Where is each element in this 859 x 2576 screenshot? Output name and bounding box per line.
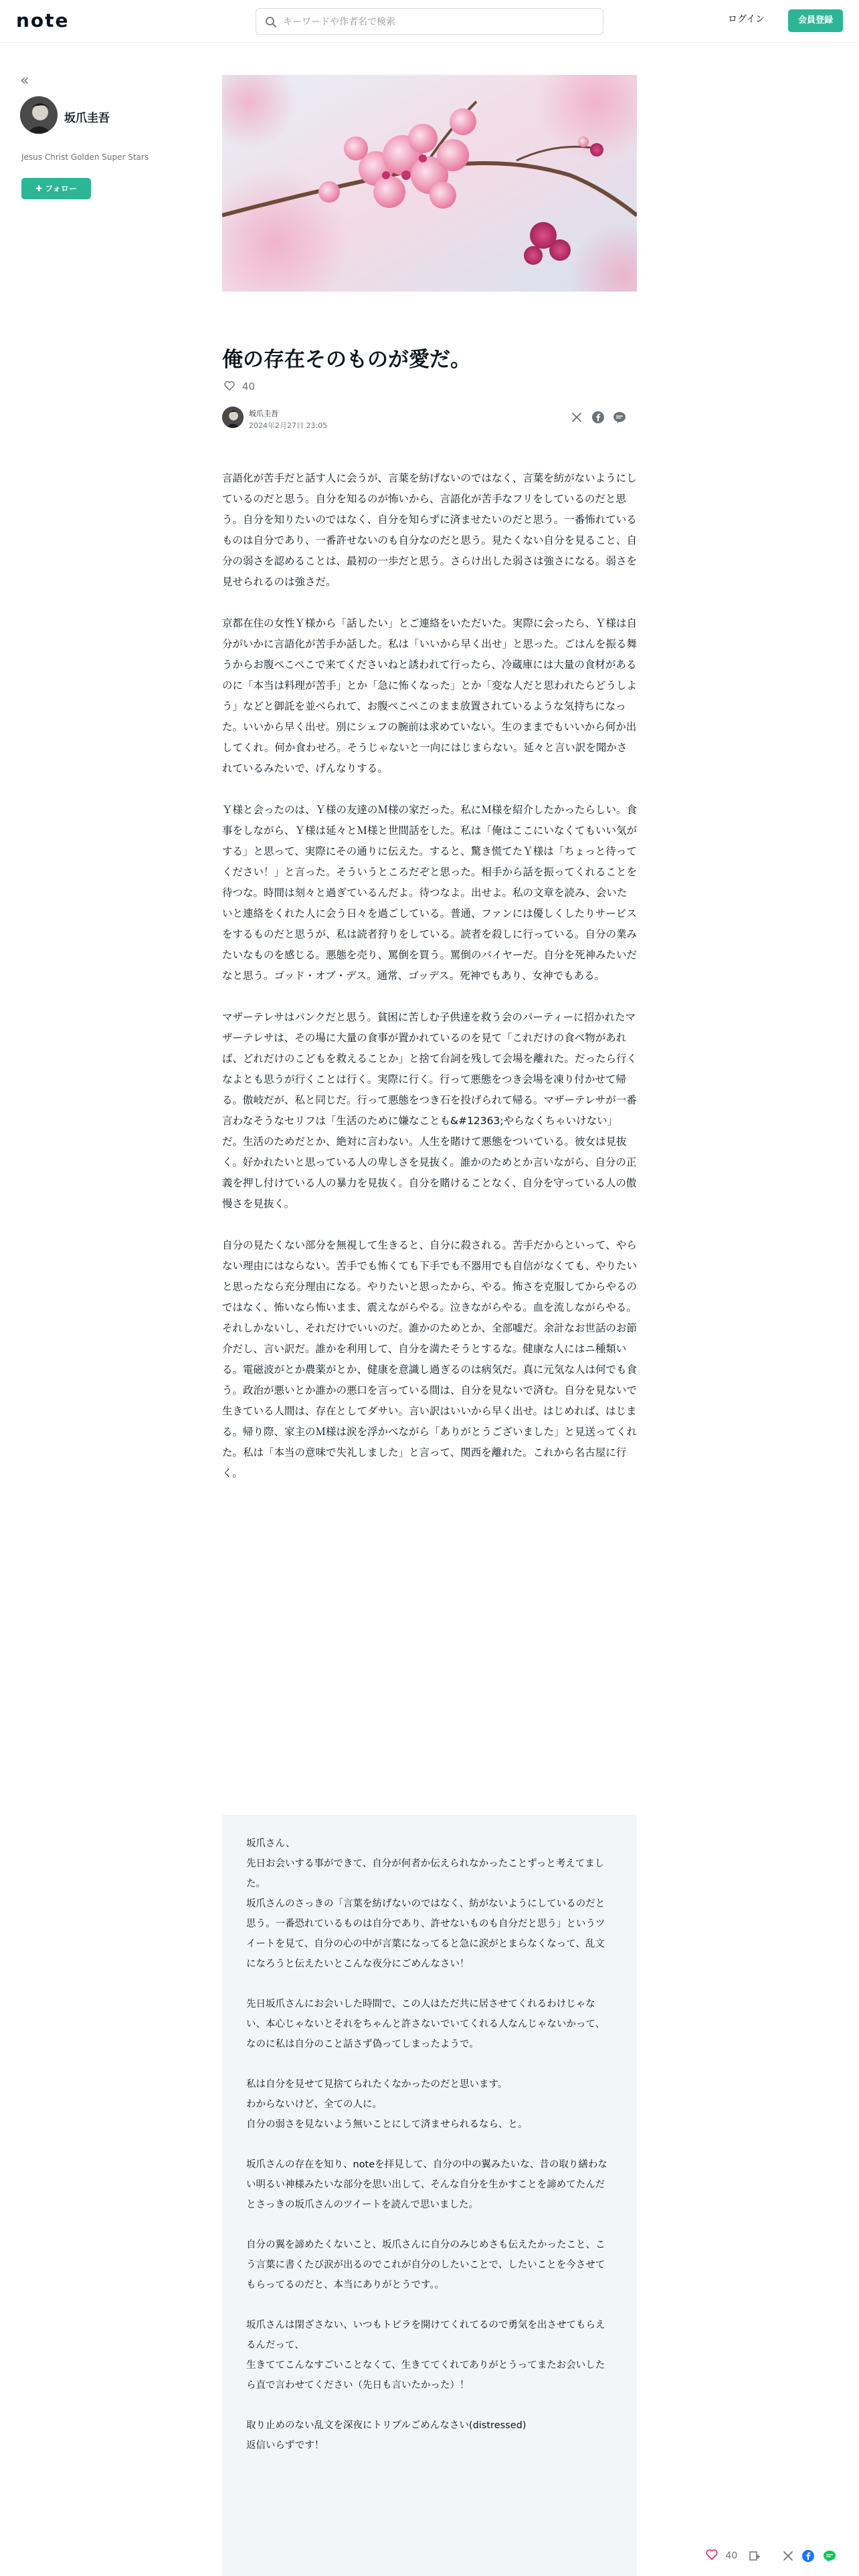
quote-paragraph: 自分の翼を諦めたくないこと、坂爪さんに自分のみじめさも伝えたかったこと、こう言葉に書くたび涙が出るのでこれが自分のしたいことで、したいことを今させてもらってるのだと、本当にありがとうです。。: [246, 2240, 605, 2290]
login-link[interactable]: ログイン: [728, 14, 765, 25]
magazine-add-icon[interactable]: [748, 2549, 761, 2563]
quote-paragraph: 私は自分を見せて見捨てられたくなかったのだと思います。 わからないけど、全ての人に。 自分の弱さを見ないよう無いことにして済ませられるなら、と。: [246, 2079, 528, 2130]
follow-button[interactable]: [21, 178, 91, 199]
like-count-value: 40: [242, 381, 256, 393]
article-body: [222, 468, 637, 1505]
collapse-sidebar-icon[interactable]: «: [20, 72, 29, 89]
body-paragraph: 自分の見たくない部分を無視して生きると、自分に殺される。苦手だからといって、やらない理由にはならない。苦手でも怖くても下手でも不器用でも自信がなくても、やりたいと思ったなら充分理由になる。やりたいと思ったから、やる。怖さを克服してからやるのではなく、怖いなら怖いまま、震えながらやる。泣きながらやる。血を流しながらやる。それしかないし、それだけでいいのだ。誰かのためとか、全部嘘だ。余計なお世話のお節介だし、言い訳だ。誰かを利用して、自分を満たそうとするな。健康な人にはニ種類いる。電磁波がとか農薬がとか、健康を意識し過ぎるのは病気だ。真に元気な人は何でも食う。政治が悪いとか誰かの悪口を言っている間は、自分を見ないで済む。自分を見ないで生きている人間は、存在としてダサい。言い訳はいいから早く出せ。はじめれば、はじまる。帰り際、家主のＭ様は涙を浮かべながら「ありがとうございました」と見送ってくれた。私は「本当の意味で失礼しました」と言って、関西を離れた。これから名古屋に行く。: [222, 1239, 638, 1479]
quote-paragraph: 取り止めのない乱文を深夜にトリプルごめんなさい(distressed) 返信いらずです！: [246, 2420, 527, 2451]
facebook-share-icon[interactable]: [591, 411, 605, 424]
x-share-icon[interactable]: [570, 411, 583, 424]
author-name[interactable]: 坂爪圭吾: [64, 112, 110, 125]
body-paragraph: 言語化が苦手だと話す人に会うが、言葉を紡げないのではなく、言葉を紡がないようにしているのだと思う。自分を知るのが怖いから、言語化が苦手なフリをしているのだと思う。自分を知りたいのではなく、自分を知らずに済ませたいのだと思う。一番怖れているものは自分であり、一番許せないのも自分なのだと思う。見たくない自分を見ること、自分の弱さを認めることは、最初の一歩だと思う。さらけ出した弱さは強さになる。弱さを見せられるのは強さだ。: [222, 472, 638, 588]
byline-avatar-image: [222, 407, 244, 428]
add-user-icon: ✚: [35, 184, 43, 193]
quote-paragraph: 坂爪さんの存在を知り、noteを拝見して、自分の中の翼みたいな、昔の取り繕わない明るい神様みたいな部分を思い出して、そんな自分を生かすことを諦めてたんだとさっきの坂爪さんのツイートを読んで思いました。: [246, 2159, 607, 2210]
search-box[interactable]: [256, 8, 603, 35]
signup-button[interactable]: 会員登録: [788, 9, 843, 32]
line-share-icon[interactable]: [613, 411, 626, 424]
search-input[interactable]: [283, 14, 591, 30]
quote-paragraph: 先日坂爪さんにお会いした時間で、この人はただ共に居させてくれるわけじゃない、本心じゃないとそれをちゃんと許さないでいてくれる人なんじゃないかって、なのに私は自分のこと話さず偽ってしまったようで。: [246, 1999, 605, 2050]
byline-date: 2024年2月27日 23:05: [249, 421, 328, 430]
floating-line-icon[interactable]: [823, 2549, 836, 2563]
floating-like[interactable]: [705, 2548, 737, 2567]
heart-icon[interactable]: [223, 380, 235, 392]
quote-paragraph: 坂爪さん、 先日お会いする事ができて、自分が何者か伝えられなかったことずっと考えてました。 坂爪さんのさっきの「言葉を紡げないのではなく、紡がないようにしているのだと思う。一番恐れているものは自分であり、許せないものも自分だと思う」というツイートを見て、自分の心の中が言葉になってると急に涙がとまらなくなって、乱文になろうと伝えたいとこんな夜分にごめんなさい！: [246, 1838, 605, 1969]
hero-image: [222, 75, 637, 292]
floating-heart-icon[interactable]: [705, 2548, 719, 2561]
body-paragraph: 京都在住の女性Ｙ様から「話したい」とご連絡をいただいた。実際に会ったら、Ｙ様は自分がいかに言語化が苦手か話した。私は「いいから早く出せ」と思った。ごはんを振る舞うからお腹ぺこぺこで来てくださいねと誘われて行ったら、冷蔵庫には大量の食材があるのに「本当は料理が苦手」とか「急に怖くなった」とか「変な人だと思われたらどうしよう」などと御託を並べられて、お腹ぺこぺこのまま放置されているような気持ちになった。いいから早く出せ。別にシェフの腕前は求めていない。生のままでもいいから何か出してくれ。何か食わせろ。そうじゃないと一向にはじまらない。延々と言い訳を聞かされているみたいで、げんなりする。: [222, 617, 638, 774]
floating-facebook-icon[interactable]: [801, 2549, 815, 2563]
search-icon: [264, 15, 278, 29]
note-logo[interactable]: note: [16, 9, 70, 31]
floating-x-icon[interactable]: [781, 2549, 795, 2563]
body-paragraph: マザーテレサはパンクだと思う。貧困に苦しむ子供達を救う会のパーティーに招かれたマザーテレサは、その場に大量の食事が置かれているのを見て「これだけの食べ物があれば、どれだけのこどもを救えることか」と捨て台詞を残して会場を離れた。だったら行くなよとも思うが行くことは行く。実際に行く。行って悪態をつき会場を凍り付かせて帰る。傲岐だが、私と同じだ。行って悪態をつき石を投げられて帰る。マザーテレサが一番言わなそうなセリフは「生活のために嫌なことも&#12363;やらなくちゃいけない」だ。生活のためだとか、絶対に言わない。人生を賭けて悪態をついている。彼女は見抜く。好かれたいと思っている人の卑しさを見抜く。誰かのためとか言いながら、自分の正義を押し付けている人の暴力を見抜く。自分を賭けることなく、自分を守っている人の傲慢さを見抜く。: [222, 1011, 638, 1210]
quote-paragraph: 坂爪さんは閉ざさない、いつもトビラを開けてくれてるので勇気を出させてもらえるんだって、 生きててこんなすごいことなくて、生きててくれてありがとうってまたお会いしたら直で言わせてください（先日も言いたかった）！: [246, 2320, 605, 2391]
article-title: 俺の存在そのものが愛だ。: [222, 348, 471, 372]
author-bio: Jesus Christ Golden Super Stars: [21, 152, 149, 162]
site-header: [0, 0, 859, 43]
floating-like-count: 40: [725, 2551, 738, 2561]
byline-author[interactable]: 坂爪圭吾: [249, 409, 278, 418]
follow-label: フォロー: [45, 184, 77, 193]
byline-avatar[interactable]: [222, 407, 244, 428]
body-paragraph: Ｙ様と会ったのは、Ｙ様の友達のＭ様の家だった。私にＭ様を紹介したかったらしい。食事をしながら、Ｙ様は延々とＭ様と世間話をした。私は「俺はここにいなくてもいい気がする」と思って、実際にその通りに伝えた。すると、驚き慌てたＹ様は「ちょっと待ってください！」と言った。そういうところだぞと思った。相手から話を振ってくれることを待つな。時間は刻々と過ぎているんだよ。待つなよ。出せよ。私の文章を読み、会いたいと連絡をくれた人に会う日々を過ごしている。普通、ファンには優しくしたりサービスをするものだと思うが、私は読者狩りをしている。読者を殺しに行っている。自分の業みたいなものを感じる。悪態を売り、罵倒を買う。罵倒のバイヤーだ。自分を死神みたいだなと思う。ゴッド・オブ・デス。通常、ゴッデス。死神でもあり、女神でもある。: [222, 804, 638, 982]
quoted-message: [222, 1815, 637, 2576]
avatar-image: [20, 96, 58, 134]
author-avatar[interactable]: [20, 96, 58, 134]
like-count[interactable]: [223, 380, 255, 393]
